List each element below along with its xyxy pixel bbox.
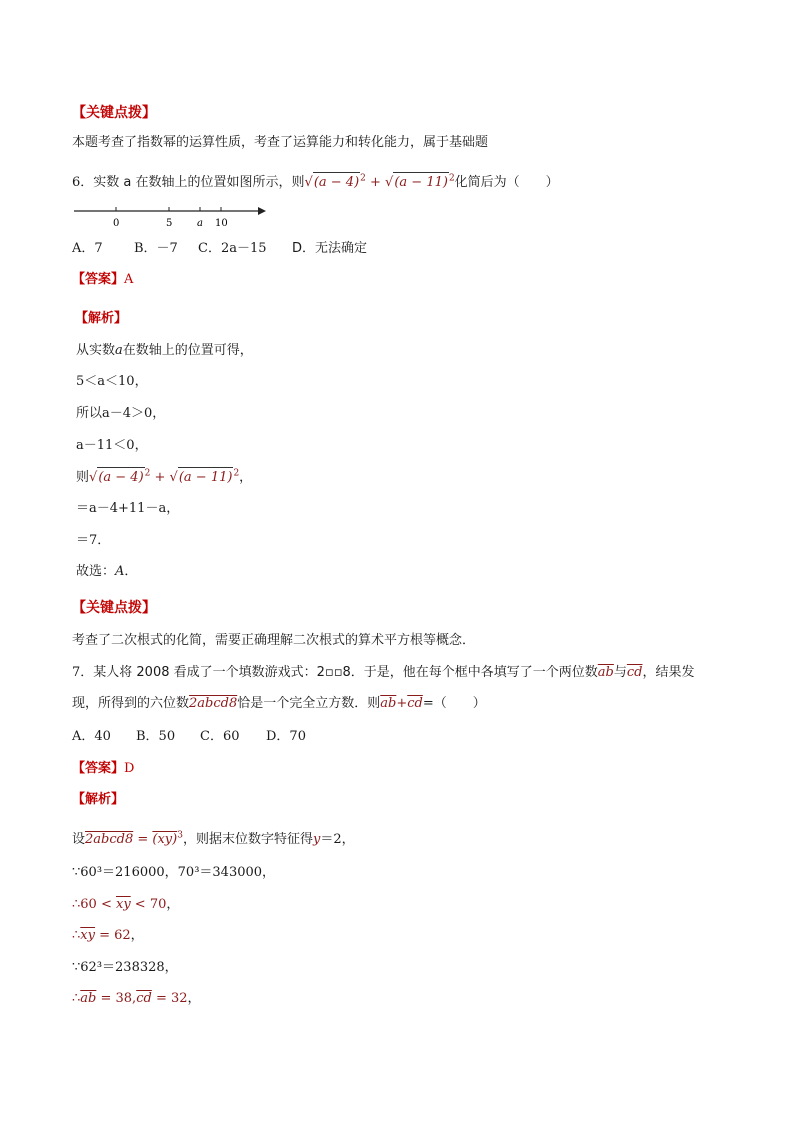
q7-step-4c: = 62	[94, 928, 131, 943]
q6-stem-b: 化简后为（ ）	[454, 175, 559, 190]
q6-step-8a: 故选：	[76, 564, 116, 579]
q7-step-1a: 设	[72, 832, 86, 847]
q7-stem-line-2	[72, 694, 486, 714]
q6-step-4: a－11＜0，	[76, 438, 148, 453]
q7-step-4	[72, 926, 144, 946]
q6-answer	[72, 270, 133, 290]
tick-label-0: 0	[113, 218, 120, 229]
q6-step-5-radicand-2: (a − 11)	[178, 467, 234, 488]
q6-stem-a: 实数 a 在数轴上的位置如图所示，则	[93, 175, 305, 190]
q7-analysis-header	[72, 790, 124, 810]
q6-step-3	[76, 404, 165, 424]
q7-stem-b: ，结果发	[642, 665, 695, 680]
q6-step-1	[76, 341, 253, 361]
q6-stem: 6．实数 a 在数轴上的位置如图所示，则$√(a - 4)^2 + √(a - 11)^2$化简后为（ ）	[72, 172, 559, 193]
q6-step-5: 则$√(a - 4)^2 + √(a - 11)^2$，	[76, 467, 252, 488]
q7-step-3a: ∴60 <	[72, 897, 116, 912]
q7-yu: 与	[613, 665, 627, 680]
q7-answer	[72, 759, 134, 779]
q6-step-7: ＝7．	[76, 533, 111, 548]
q6-options	[72, 239, 367, 259]
q7-analysis-header-text: 【解析】	[72, 792, 125, 807]
q6-step-6: ＝a－4+11－a，	[76, 501, 180, 516]
q7-option-d: D．70	[266, 729, 306, 744]
q7-step-6d: $\overline{cd}$	[136, 991, 152, 1006]
q6-step-5d: ，	[239, 470, 253, 485]
q6-step-1b: a	[115, 343, 123, 358]
q7-step-4b: $\overline{xy}$	[80, 928, 95, 943]
tick-label-10: 10	[215, 218, 228, 229]
q6-option-a: A．7	[72, 241, 103, 256]
q7-step-6c: = 38,	[96, 991, 137, 1006]
q7-step-1g: ＝2，	[320, 832, 355, 847]
key-point-text: 本题考查了指数幂的运算性质，考查了运算能力和转化能力，属于基础题	[72, 135, 489, 150]
q6-step-2: 5＜a＜10，	[76, 374, 148, 389]
q7-step-1c: =	[133, 832, 153, 847]
q6-key-text: 考查了二次根式的化简，需要正确理解二次根式的算术平方根等概念．	[72, 633, 476, 648]
q7-step-5: ∵62³＝238328，	[72, 960, 178, 975]
q7-step-1b: 2abcd8	[85, 832, 134, 847]
q6-step-8b: A	[115, 564, 125, 579]
q7-option-c: C．60	[200, 729, 240, 744]
q7-step-6b: $\overline{ab}$	[80, 991, 97, 1006]
q7-step-3c: < 70	[130, 897, 167, 912]
q7-six-digit: 2abcd8	[189, 696, 238, 711]
q7-stem-c: 现，所得到的六位数	[72, 696, 190, 711]
q7-step-6f: ，	[187, 991, 201, 1006]
q6-key-header: 【关键点拨】	[72, 600, 156, 616]
q7-plus: +	[396, 696, 408, 711]
q6-analysis-header-text: 【解析】	[75, 311, 128, 326]
q7-step-4a: ∴	[72, 928, 81, 943]
tick-label-5: 5	[166, 218, 173, 229]
q6-answer-value: A	[124, 272, 134, 287]
q6-option-b: B．－7	[134, 241, 178, 256]
q7-step-3	[72, 895, 179, 915]
q6-step-8	[76, 562, 137, 582]
q7-cd: $\overline{cd}$	[626, 665, 643, 680]
q6-radicand-1: (a − 4)	[313, 172, 360, 193]
q6-step-1c: 在数轴上的位置可得，	[122, 343, 253, 358]
q7-step-6a: ∴	[72, 991, 81, 1006]
q6-step-8c: ．	[124, 564, 138, 579]
q6-radicand-2: (a − 11)	[393, 172, 449, 193]
q7-step-6e: = 32	[151, 991, 188, 1006]
q7-step-3b: $\overline{xy}$	[115, 897, 131, 912]
q6-radical-1: $√(a - 4)^2$	[305, 175, 366, 190]
q7-step-2: ∵60³＝216000，70³＝343000，	[72, 865, 276, 880]
q7-option-a: A．40	[72, 729, 111, 744]
q7-step-1: 设2abcd8 = (xy)$^3$，则据末位数字特征得y＝2，	[72, 830, 355, 847]
tick-label-a: a	[197, 218, 203, 229]
q7-step-1e: ，则据末位数字特征得	[182, 832, 313, 847]
q7-answer-header: 【答案】	[72, 761, 125, 776]
q7-sum-cd: $\overline{cd}$	[407, 696, 423, 711]
q6-step-3a: 所以	[76, 406, 103, 421]
number-line-figure	[72, 202, 272, 230]
q7-stem-a: 某人将 2008 看成了一个填数游戏式：2▫▫8．于是，他在每个框中各填写了一个两位数	[93, 665, 598, 680]
q6-step-5-radicand-1: (a − 4)	[97, 467, 144, 488]
q7-ab: $\overline{ab}$	[597, 665, 614, 680]
q6-radical-2: $√(a - 11)^2$	[385, 175, 455, 190]
q6-option-d: D．无法确定	[292, 241, 368, 256]
q7-step-3d: ，	[166, 897, 180, 912]
q7-options	[72, 727, 306, 747]
key-point-header: 【关键点拨】	[72, 105, 156, 121]
q7-answer-value: D	[124, 761, 135, 776]
q6-step-3b: a－4＞0，	[102, 406, 166, 421]
q6-step-1a: 从实数	[76, 343, 116, 358]
q6-analysis-header	[75, 309, 127, 329]
q7-sum-ab: $\overline{ab}$	[380, 696, 397, 711]
q6-answer-header: 【答案】	[72, 272, 125, 287]
q7-stem-d: 恰是一个完全立方数．则	[237, 696, 381, 711]
q7-stem-line-1	[72, 663, 695, 683]
q6-step-5a: 则	[76, 470, 90, 485]
q7-option-b: B．50	[136, 729, 176, 744]
q7-stem-e: =（ ）	[422, 696, 486, 711]
q7-step-1d: (xy)	[152, 832, 178, 847]
q6-number: 6．	[72, 175, 94, 190]
q7-number: 7．	[72, 665, 94, 680]
q6-option-c: C．2a－15	[198, 241, 267, 256]
q7-step-1f: y	[312, 832, 321, 847]
q7-step-6	[72, 989, 201, 1009]
q7-step-4d: ，	[130, 928, 144, 943]
